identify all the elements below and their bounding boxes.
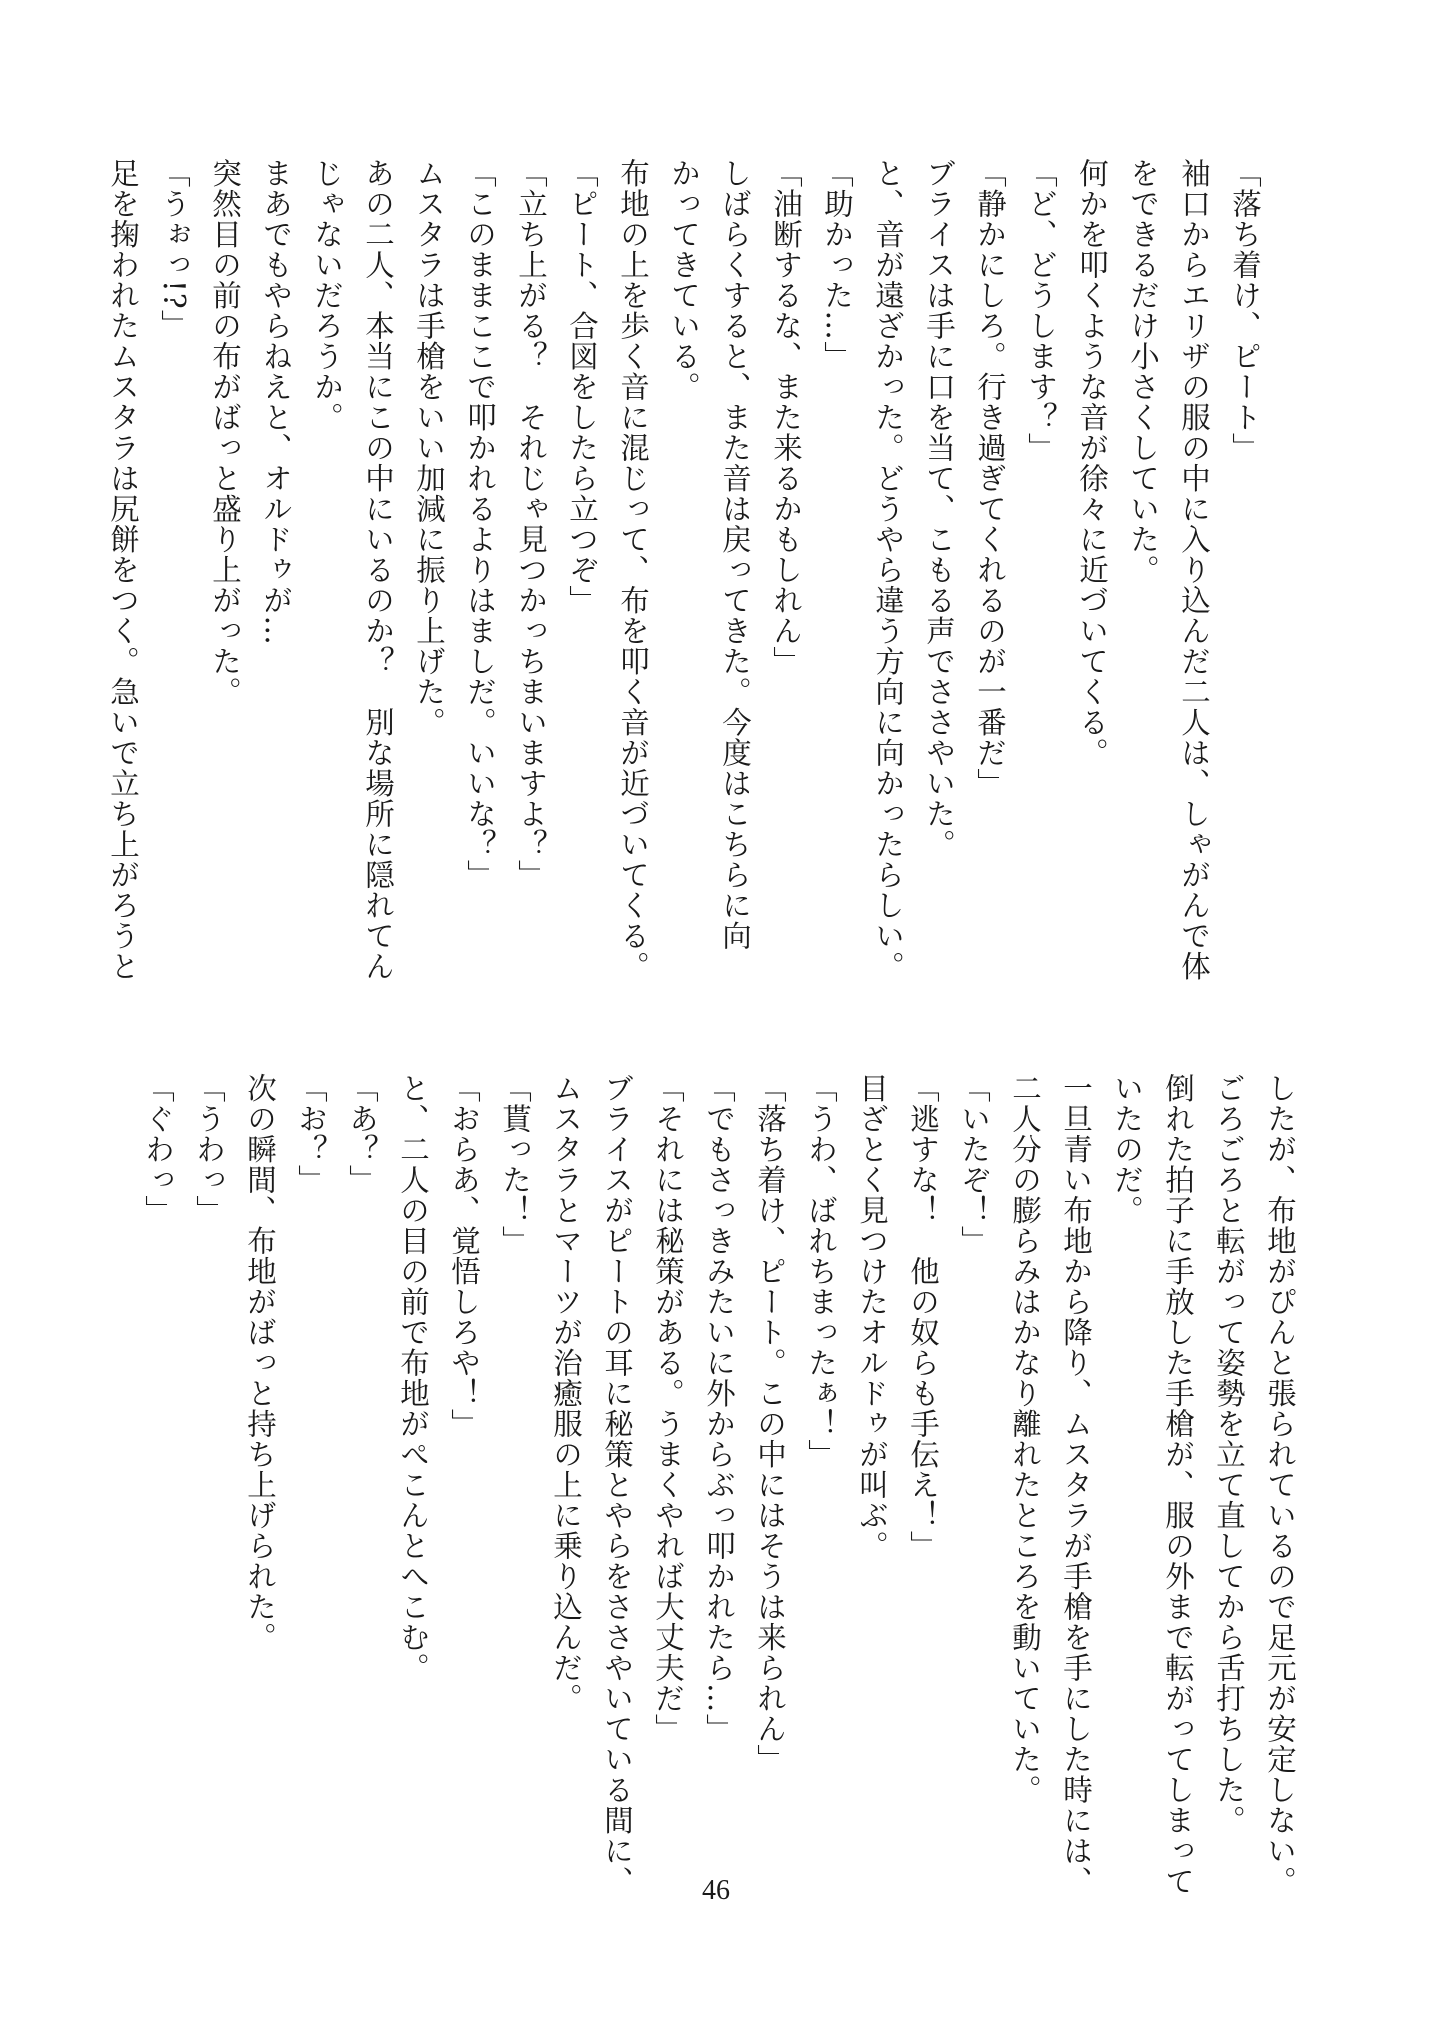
- upper-text-block: [106, 158, 1270, 982]
- text-line: ごろごろと転がって姿勢を立て直してから舌打ちした。: [1212, 1073, 1246, 1836]
- text-line: と、二人の目の前で布地がぺこんとへこむ。: [396, 1073, 430, 1683]
- text-line: 「逃すな！ 他の奴らも手伝え！」: [906, 1073, 940, 1561]
- text-line: 足を掬われたムスタラは尻餅をつく。急いで立ち上がろうと: [106, 158, 140, 982]
- page-number: 46: [702, 1875, 730, 1906]
- text-line: 「このままここで叩かれるよりはましだ。いいな？」: [463, 158, 497, 890]
- text-line: しばらくすると、また音は戻ってきた。今度はこちらに向: [718, 158, 752, 951]
- text-line: 「立ち上がる？ それじゃ見つかっちまいますよ？」: [514, 158, 548, 890]
- text-line: 「ぐわっ」: [141, 1073, 175, 1226]
- text-line: 「助かった…」: [820, 158, 854, 372]
- text-line: と、音が遠ざかった。どうやら違う方向に向かったらしい。: [871, 158, 905, 982]
- text-line: 「おらあ、覚悟しろや！」: [447, 1073, 481, 1439]
- text-line: 「お？」: [294, 1073, 328, 1195]
- text-line: 「いたぞ！」: [957, 1073, 991, 1256]
- text-line: 「静かにしろ。行き過ぎてくれるのが一番だ」: [973, 158, 1007, 799]
- text-line: 布地の上を歩く音に混じって、布を叩く音が近づいてくる。: [616, 158, 650, 982]
- text-line: 「うぉっ!?」: [157, 158, 191, 341]
- text-line: 「ど、どうします？」: [1024, 158, 1058, 463]
- text-line: 「うわっ」: [192, 1073, 226, 1226]
- text-line: 「貰った！」: [498, 1073, 532, 1256]
- text-line: まあでもやらねえと、オルドゥが…: [259, 158, 293, 646]
- text-line: 「落ち着け、ピート」: [1228, 158, 1262, 463]
- text-line: 倒れた拍子に手放した手槍が、服の外まで転がってしまって: [1161, 1073, 1195, 1897]
- text-line: したが、布地がぴんと張られているので足元が安定しない。: [1263, 1073, 1297, 1897]
- text-line: をできるだけ小さくしていた。: [1126, 158, 1160, 585]
- text-line: 「うわ、ばれちまったぁ！」: [804, 1073, 838, 1470]
- text-line: 「あ？」: [345, 1073, 379, 1195]
- text-line: 目ざとく見つけたオルドゥが叫ぶ。: [855, 1073, 889, 1561]
- text-line: 突然目の前の布がばっと盛り上がった。: [208, 158, 242, 707]
- text-line: 「油断するな、また来るかもしれん」: [769, 158, 803, 677]
- text-line: 何かを叩くような音が徐々に近づいてくる。: [1075, 158, 1109, 768]
- text-line: 袖口からエリザの服の中に入り込んだ二人は、しゃがんで体: [1177, 158, 1211, 982]
- text-line: 「落ち着け、ピート。この中にはそうは来られん」: [753, 1073, 787, 1775]
- text-line: 次の瞬間、布地がばっと持ち上げられた。: [243, 1073, 277, 1653]
- text-line: かってきている。: [667, 158, 701, 402]
- text-line: あの二人、本当にこの中にいるのか？ 別な場所に隠れてん: [361, 158, 395, 982]
- text-line: 「でもさっきみたいに外からぶっ叩かれたら…」: [702, 1073, 736, 1744]
- text-line: 「それには秘策がある。うまくやれば大丈夫だ」: [651, 1073, 685, 1744]
- text-line: 一旦青い布地から降り、ムスタラが手槍を手にした時には、: [1059, 1073, 1093, 1897]
- text-line: ムスタラは手槍をいい加減に振り上げた。: [412, 158, 446, 738]
- text-line: ブライスがピートの耳に秘策とやらをささやいている間に、: [600, 1073, 634, 1897]
- text-line: じゃないだろうか。: [310, 158, 344, 433]
- text-line: 二人分の膨らみはかなり離れたところを動いていた。: [1008, 1073, 1042, 1805]
- text-line: いたのだ。: [1110, 1073, 1144, 1226]
- text-line: 「ピート、合図をしたら立つぞ」: [565, 158, 599, 616]
- text-line: ブライスは手に口を当て、こもる声でささやいた。: [922, 158, 956, 860]
- text-line: ムスタラとマーツが治癒服の上に乗り込んだ。: [549, 1073, 583, 1714]
